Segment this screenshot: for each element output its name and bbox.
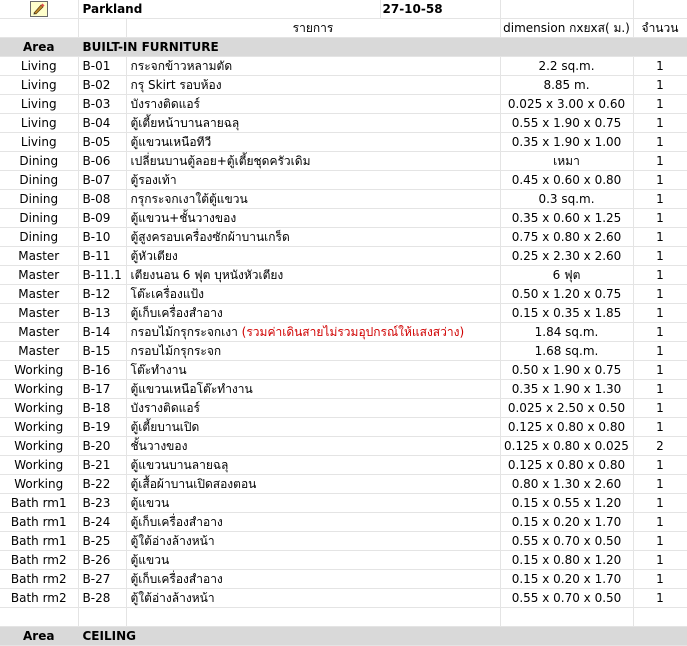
description-cell [126, 57, 500, 76]
table-row [0, 532, 687, 551]
description-cell [126, 589, 500, 608]
dimension-cell: 1.84 sq.m. [500, 323, 633, 342]
code-cell: B-20 [78, 437, 126, 456]
quantity-cell: 1 [633, 361, 687, 380]
description-text: ตู้แขวนเหนือทีวี [130, 134, 212, 149]
quantity-cell: 1 [633, 475, 687, 494]
table-row [0, 323, 687, 342]
area-cell: Bath rm2 [0, 551, 78, 570]
dimension-cell: 0.55 x 0.70 x 0.50 [500, 532, 633, 551]
description-cell [126, 209, 500, 228]
description-text: โต๊ะทำงาน [130, 362, 187, 377]
description-cell [126, 285, 500, 304]
code-cell: B-16 [78, 361, 126, 380]
table-row [0, 437, 687, 456]
description-text: ตู้เก็บเครื่องสำอาง [130, 305, 223, 320]
quantity-cell: 1 [633, 247, 687, 266]
description-cell [126, 152, 500, 171]
description-cell [126, 323, 500, 342]
quantity-cell: 1 [633, 57, 687, 76]
dimension-cell: 8.85 m. [500, 76, 633, 95]
table-row [0, 171, 687, 190]
description-text: ตู้แขวน [130, 552, 170, 567]
section-title: CEILING [78, 627, 500, 646]
quantity-cell: 1 [633, 342, 687, 361]
dimension-cell: 0.35 x 1.90 x 1.00 [500, 133, 633, 152]
code-cell: B-12 [78, 285, 126, 304]
code-cell: B-22 [78, 475, 126, 494]
description-cell [126, 532, 500, 551]
table-row [0, 266, 687, 285]
quantity-cell: 1 [633, 589, 687, 608]
quantity-cell: 1 [633, 323, 687, 342]
code-cell: B-28 [78, 589, 126, 608]
description-cell [126, 456, 500, 475]
dimension-cell: 1.68 sq.m. [500, 342, 633, 361]
description-cell [126, 475, 500, 494]
area-cell: Living [0, 57, 78, 76]
description-text: ตู้ใต้อ่างล้างหน้า [130, 590, 215, 605]
area-cell: Dining [0, 171, 78, 190]
area-cell: Master [0, 342, 78, 361]
quantity-cell: 1 [633, 171, 687, 190]
code-cell: B-26 [78, 551, 126, 570]
area-cell: Working [0, 475, 78, 494]
quantity-cell: 1 [633, 114, 687, 133]
area-cell: Master [0, 323, 78, 342]
description-text: กรอบไม้กรุกระจก [130, 343, 222, 358]
description-cell [126, 228, 500, 247]
table-row [0, 551, 687, 570]
description-text: กระจกข้าวหลามตัด [130, 58, 233, 73]
dimension-cell: 0.15 x 0.35 x 1.85 [500, 304, 633, 323]
description-text: ตู้เก็บเครื่องสำอาง [130, 514, 223, 529]
area-cell: Dining [0, 152, 78, 171]
quantity-cell: 1 [633, 209, 687, 228]
quantity-cell: 1 [633, 304, 687, 323]
dimension-cell: 0.15 x 0.55 x 1.20 [500, 494, 633, 513]
dimension-cell: 0.50 x 1.90 x 0.75 [500, 361, 633, 380]
table-row [0, 513, 687, 532]
table-row [0, 342, 687, 361]
table-row [0, 285, 687, 304]
code-cell: B-21 [78, 456, 126, 475]
dimension-cell: 0.125 x 0.80 x 0.80 [500, 456, 633, 475]
quantity-cell: 1 [633, 228, 687, 247]
area-cell: Working [0, 361, 78, 380]
description-cell [126, 266, 500, 285]
quantity-cell: 2 [633, 437, 687, 456]
code-cell: B-19 [78, 418, 126, 437]
table-row [0, 247, 687, 266]
dimension-cell: 0.75 x 0.80 x 2.60 [500, 228, 633, 247]
description-cell [126, 190, 500, 209]
header-row [0, 19, 687, 38]
code-cell: B-18 [78, 399, 126, 418]
description-text: ตู้แขวน [130, 495, 170, 510]
dimension-cell: 0.25 x 2.30 x 2.60 [500, 247, 633, 266]
section-area-label: Area [0, 627, 78, 646]
area-cell: Master [0, 266, 78, 285]
table-row [0, 76, 687, 95]
quantity-cell: 1 [633, 399, 687, 418]
description-cell [126, 171, 500, 190]
quantity-cell: 1 [633, 551, 687, 570]
table-row [0, 209, 687, 228]
table-row [0, 304, 687, 323]
description-cell [126, 380, 500, 399]
table-row [0, 589, 687, 608]
area-cell: Living [0, 133, 78, 152]
area-cell: Living [0, 76, 78, 95]
table-row [0, 399, 687, 418]
description-cell [126, 114, 500, 133]
quantity-cell: 1 [633, 285, 687, 304]
description-cell [126, 304, 500, 323]
area-cell: Working [0, 418, 78, 437]
dimension-cell: 0.80 x 1.30 x 2.60 [500, 475, 633, 494]
area-cell: Bath rm1 [0, 513, 78, 532]
description-text: บังรางติดแอร์ [130, 400, 200, 415]
description-cell [126, 494, 500, 513]
code-cell: B-10 [78, 228, 126, 247]
title-row [0, 0, 687, 19]
dimension-cell: 2.2 sq.m. [500, 57, 633, 76]
dimension-cell: 0.15 x 0.20 x 1.70 [500, 570, 633, 589]
area-cell: Bath rm1 [0, 494, 78, 513]
table-row [0, 418, 687, 437]
dimension-cell: 6 ฟุต [500, 266, 633, 285]
column-header-dimension: dimension กxยxส( ม.) [500, 19, 633, 38]
section-area-label: Area [0, 38, 78, 57]
table-row [0, 190, 687, 209]
quantity-cell: 1 [633, 418, 687, 437]
quantity-cell: 1 [633, 266, 687, 285]
table-row [0, 228, 687, 247]
description-cell [126, 76, 500, 95]
description-text: ตู้แขวน+ชั้นวางของ [130, 210, 237, 225]
description-cell [126, 95, 500, 114]
code-cell: B-03 [78, 95, 126, 114]
area-cell: Working [0, 456, 78, 475]
area-cell: Bath rm1 [0, 532, 78, 551]
area-cell: Dining [0, 228, 78, 247]
description-cell [126, 437, 500, 456]
dimension-cell: 0.3 sq.m. [500, 190, 633, 209]
quantity-cell: 1 [633, 513, 687, 532]
table-row [0, 114, 687, 133]
description-text: ตู้หัวเตียง [130, 248, 178, 263]
table-row [0, 380, 687, 399]
code-cell: B-11.1 [78, 266, 126, 285]
code-cell: B-13 [78, 304, 126, 323]
area-cell: Working [0, 437, 78, 456]
dimension-cell: 0.55 x 0.70 x 0.50 [500, 589, 633, 608]
quantity-cell: 1 [633, 133, 687, 152]
dimension-cell: 0.15 x 0.80 x 1.20 [500, 551, 633, 570]
area-cell: Working [0, 380, 78, 399]
code-cell: B-15 [78, 342, 126, 361]
table-row [0, 57, 687, 76]
area-cell: Master [0, 304, 78, 323]
section-row-builtin [0, 38, 687, 57]
description-cell [126, 342, 500, 361]
description-cell [126, 133, 500, 152]
code-cell: B-02 [78, 76, 126, 95]
quantity-cell: 1 [633, 532, 687, 551]
dimension-cell: 0.50 x 1.20 x 0.75 [500, 285, 633, 304]
area-cell: Master [0, 247, 78, 266]
description-text: โต๊ะเครื่องแป้ง [130, 286, 205, 301]
quantity-cell: 1 [633, 76, 687, 95]
dimension-cell: 0.125 x 0.80 x 0.80 [500, 418, 633, 437]
pencil-logo-icon [30, 1, 48, 17]
table-row [0, 456, 687, 475]
quantity-cell: 1 [633, 95, 687, 114]
description-cell [126, 570, 500, 589]
quantity-cell: 1 [633, 456, 687, 475]
dimension-cell: 0.025 x 2.50 x 0.50 [500, 399, 633, 418]
code-cell: B-25 [78, 532, 126, 551]
project-date: 27-10-58 [380, 0, 500, 19]
table-row [0, 494, 687, 513]
description-text: เปลี่ยนบานตู้ลอย+ตู้เตี้ยชุดครัวเดิม [130, 153, 311, 168]
blank-row [0, 608, 687, 627]
code-cell: B-04 [78, 114, 126, 133]
description-text: บังรางติดแอร์ [130, 96, 200, 111]
description-text: ตู้รองเท้า [130, 172, 177, 187]
quantity-cell: 1 [633, 152, 687, 171]
code-cell: B-11 [78, 247, 126, 266]
dimension-cell: เหมา [500, 152, 633, 171]
area-cell: Master [0, 285, 78, 304]
description-text: ชั้นวางของ [130, 438, 188, 453]
description-text: ตู้สูงครอบเครื่องซักผ้าบานเกร็ด [130, 229, 290, 244]
description-cell [126, 513, 500, 532]
code-cell: B-05 [78, 133, 126, 152]
description-text: กรอบไม้กรุกระจกเงา [130, 324, 238, 339]
table-row [0, 475, 687, 494]
area-cell: Dining [0, 209, 78, 228]
dimension-cell: 0.45 x 0.60 x 0.80 [500, 171, 633, 190]
code-cell: B-08 [78, 190, 126, 209]
column-header-quantity: จำนวน [633, 19, 687, 38]
code-cell: B-01 [78, 57, 126, 76]
column-header-items: รายการ [126, 19, 500, 38]
table-row [0, 570, 687, 589]
dimension-cell: 0.35 x 1.90 x 1.30 [500, 380, 633, 399]
description-cell [126, 418, 500, 437]
description-note: (รวมค่าเดินสายไม่รวมอุปกรณ์ให้แสงสว่าง) [241, 324, 465, 339]
description-cell [126, 399, 500, 418]
section-title: BUILT-IN FURNITURE [78, 38, 500, 57]
description-text: ตู้แขวนบานลายฉลุ [130, 457, 229, 472]
description-cell [126, 361, 500, 380]
table-row [0, 133, 687, 152]
description-text: ตู้ใต้อ่างล้างหน้า [130, 533, 215, 548]
description-cell [126, 551, 500, 570]
code-cell: B-14 [78, 323, 126, 342]
code-cell: B-23 [78, 494, 126, 513]
dimension-cell: 0.15 x 0.20 x 1.70 [500, 513, 633, 532]
section-row-ceiling [0, 627, 687, 646]
description-text: ตู้เตี้ยบานเปิด [130, 419, 200, 434]
quantity-cell: 1 [633, 494, 687, 513]
area-cell: Bath rm2 [0, 589, 78, 608]
code-cell: B-07 [78, 171, 126, 190]
code-cell: B-09 [78, 209, 126, 228]
area-cell: Living [0, 114, 78, 133]
area-cell: Working [0, 399, 78, 418]
table-row [0, 95, 687, 114]
code-cell: B-27 [78, 570, 126, 589]
description-cell [126, 247, 500, 266]
dimension-cell: 0.35 x 0.60 x 1.25 [500, 209, 633, 228]
dimension-cell: 0.025 x 3.00 x 0.60 [500, 95, 633, 114]
code-cell: B-24 [78, 513, 126, 532]
description-text: ตู้เสื้อผ้าบานเปิดสองตอน [130, 476, 257, 491]
code-cell: B-17 [78, 380, 126, 399]
area-cell: Dining [0, 190, 78, 209]
quantity-cell: 1 [633, 380, 687, 399]
quantity-cell: 1 [633, 190, 687, 209]
area-cell: Living [0, 95, 78, 114]
description-text: ตู้เก็บเครื่องสำอาง [130, 571, 223, 586]
description-text: ตู้เตี้ยหน้าบานลายฉลุ [130, 115, 240, 130]
dimension-cell: 0.55 x 1.90 x 0.75 [500, 114, 633, 133]
table-row [0, 152, 687, 171]
description-text: ตู้แขวนเหนือโต๊ะทำงาน [130, 381, 253, 396]
project-name: Parkland [78, 0, 380, 19]
description-text: กรุ Skirt รอบห้อง [130, 77, 222, 92]
description-text: เตียงนอน 6 ฟุต บุหนังหัวเตียง [130, 267, 284, 282]
code-cell: B-06 [78, 152, 126, 171]
description-text: กรุกระจกเงาใต้ตู้แขวน [130, 191, 248, 206]
logo-cell [0, 0, 78, 19]
area-cell: Bath rm2 [0, 570, 78, 589]
quantity-cell: 1 [633, 570, 687, 589]
dimension-cell: 0.125 x 0.80 x 0.025 [500, 437, 633, 456]
table-row [0, 361, 687, 380]
